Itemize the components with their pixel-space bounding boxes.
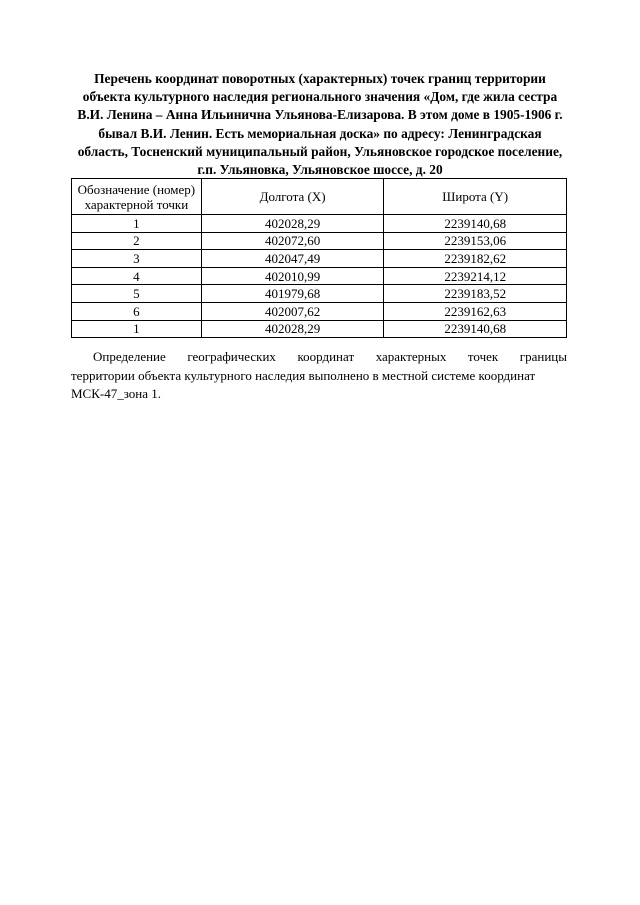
- title-line: Перечень координат поворотных (характерных) точек границ территории: [94, 71, 546, 86]
- cell-x: 402028,29: [201, 320, 384, 338]
- table-header-row: [72, 179, 567, 215]
- title-line: область, Тосненский муниципальный район, Ульяновское городское поселение,: [77, 143, 563, 159]
- cell-point: 3: [72, 250, 202, 268]
- cell-x: 402007,62: [201, 302, 384, 320]
- coordinate-system-note: [71, 348, 567, 404]
- header-point-line1: Обозначение (номер): [77, 181, 196, 197]
- cell-x: 402072,60: [201, 232, 384, 250]
- table-row: [72, 302, 567, 320]
- cell-x: 402047,49: [201, 250, 384, 268]
- table-row: [72, 215, 567, 233]
- cell-y: 2239140,68: [384, 215, 567, 233]
- cell-point: 2: [72, 232, 202, 250]
- cell-y: 2239162,63: [384, 302, 567, 320]
- note-line: МСК-47_зона 1.: [71, 386, 162, 401]
- cell-y: 2239140,68: [384, 320, 567, 338]
- title-line: бывал В.И. Ленин. Есть мемориальная доска» по адресу: Ленинградская: [98, 125, 542, 141]
- cell-point: 1: [72, 215, 202, 233]
- header-latitude: Широта (Y): [384, 179, 567, 215]
- cell-point: 6: [72, 302, 202, 320]
- document-title: [60, 70, 580, 179]
- cell-x: 401979,68: [201, 285, 384, 303]
- title-line: объекта культурного наследия регионального значения «Дом, где жила сестра: [82, 89, 558, 105]
- title-line: г.п. Ульяновка, Ульяновское шоссе, д. 20: [197, 162, 443, 178]
- table-row: [72, 285, 567, 303]
- header-point: [72, 179, 202, 215]
- cell-x: 402028,29: [201, 215, 384, 233]
- note-line: территории объекта культурного наследия выполнено в местной системе координат: [71, 367, 536, 383]
- cell-point: 1: [72, 320, 202, 338]
- cell-y: 2239182,62: [384, 250, 567, 268]
- coordinates-table: [71, 178, 567, 338]
- header-point-line2: характерной точки: [84, 196, 189, 212]
- header-longitude: Долгота (X): [201, 179, 384, 215]
- table-row: [72, 250, 567, 268]
- table-row: [72, 267, 567, 285]
- note-line: Определение географических координат характерных точек границы: [93, 349, 567, 364]
- cell-y: 2239214,12: [384, 267, 567, 285]
- cell-point: 4: [72, 267, 202, 285]
- table-row: [72, 232, 567, 250]
- cell-y: 2239153,06: [384, 232, 567, 250]
- cell-x: 402010,99: [201, 267, 384, 285]
- cell-y: 2239183,52: [384, 285, 567, 303]
- cell-point: 5: [72, 285, 202, 303]
- title-line: В.И. Ленина – Анна Ильинична Ульянова-Елизарова. В этом доме в 1905-1906 г.: [77, 107, 563, 123]
- table-row: [72, 320, 567, 338]
